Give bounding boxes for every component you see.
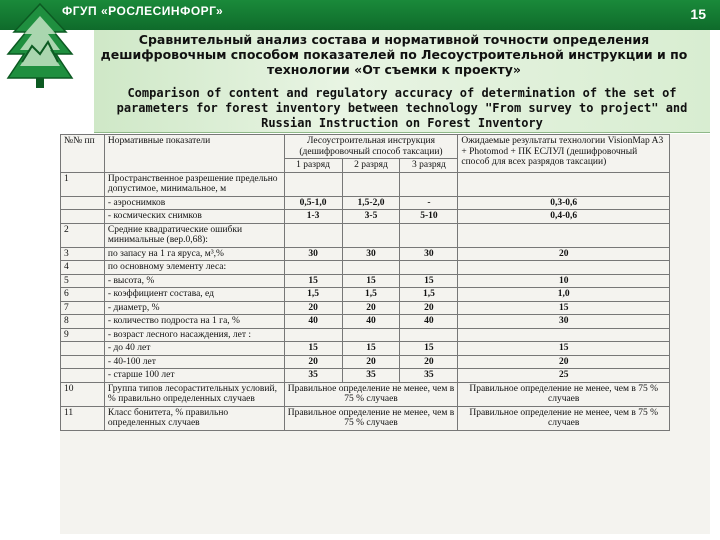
org-name: ФГУП «РОСЛЕСИНФОРГ» xyxy=(62,4,224,18)
row-expected-value: 30 xyxy=(458,315,670,329)
row-rank2-value xyxy=(342,172,400,196)
row-label: по запасу на 1 га яруса, м³,% xyxy=(104,247,284,261)
row-num: 3 xyxy=(61,247,105,261)
row-expected-value xyxy=(458,328,670,342)
row-rank3-value: 5-10 xyxy=(400,210,458,224)
row-num xyxy=(61,355,105,369)
row-label: Класс бонитета, % правильно определенных случаев xyxy=(104,406,284,430)
row-rank3-value: 15 xyxy=(400,342,458,356)
row-rank3-value xyxy=(400,223,458,247)
row-expected-value: 0,3-0,6 xyxy=(458,196,670,210)
row-rank1-value xyxy=(284,261,342,275)
row-num xyxy=(61,210,105,224)
row-expected-value: 0,4-0,6 xyxy=(458,210,670,224)
row-rank2-value: 15 xyxy=(342,342,400,356)
header-num: №№ пп xyxy=(61,135,105,173)
row-label: Пространственное разрешение предельно допустимое, минимальное, м xyxy=(104,172,284,196)
row-rank2-value: 30 xyxy=(342,247,400,261)
row-rank2-value: 20 xyxy=(342,301,400,315)
row-rank1-value: 20 xyxy=(284,301,342,315)
row-label: Группа типов лесорастительных условий, % правильно определенных случаев xyxy=(104,382,284,406)
row-num: 11 xyxy=(61,406,105,430)
row-expected-value xyxy=(458,172,670,196)
row-rank1-value: 15 xyxy=(284,342,342,356)
row-rank2-value: 40 xyxy=(342,315,400,329)
table-row xyxy=(61,210,670,224)
row-num: 9 xyxy=(61,328,105,342)
row-rank1-value: 20 xyxy=(284,355,342,369)
table-row xyxy=(61,342,670,356)
row-rank1-value: 40 xyxy=(284,315,342,329)
row-rank3-value: 20 xyxy=(400,355,458,369)
row-label: - высота, % xyxy=(104,274,284,288)
row-label: - до 40 лет xyxy=(104,342,284,356)
table-row xyxy=(61,315,670,329)
header-expected: Ожидаемые результаты технологии VisionMap A3 + Photomod + ПК ЕСЛУЛ (дешифровочный способ для всех разрядов таксации) xyxy=(458,135,670,173)
row-expected-value: Правильное определение не менее, чем в 75 % случаев xyxy=(458,406,670,430)
row-rank1-value: 1,5 xyxy=(284,288,342,302)
row-expected-value: 10 xyxy=(458,274,670,288)
header-indicators: Нормативные показатели xyxy=(104,135,284,173)
table-row xyxy=(61,288,670,302)
row-num xyxy=(61,342,105,356)
row-expected-value xyxy=(458,223,670,247)
table-row xyxy=(61,406,670,430)
row-rank1-value xyxy=(284,172,342,196)
row-num: 5 xyxy=(61,274,105,288)
header-rank2: 2 разряд xyxy=(342,159,400,173)
row-label: - космических снимков xyxy=(104,210,284,224)
row-rank2-value: 35 xyxy=(342,369,400,383)
row-rank3-value: - xyxy=(400,196,458,210)
table-row xyxy=(61,247,670,261)
row-rank2-value: 1,5 xyxy=(342,288,400,302)
row-rank1-value: 1-3 xyxy=(284,210,342,224)
row-rank1-value xyxy=(284,223,342,247)
row-rank3-value xyxy=(400,328,458,342)
table-row xyxy=(61,301,670,315)
row-rank3-value: 1,5 xyxy=(400,288,458,302)
table-row xyxy=(61,328,670,342)
row-label: - аэроснимков xyxy=(104,196,284,210)
title-en: Comparison of content and regulatory accuracy of determination of the set of parameters for forest inventory between technology "From survey to project" and Russian Instruction on Forest Inventory xyxy=(116,86,688,130)
row-expected-value: 25 xyxy=(458,369,670,383)
row-rank1-value: 0,5-1,0 xyxy=(284,196,342,210)
row-rank2-value: 1,5-2,0 xyxy=(342,196,400,210)
row-rank3-value: 20 xyxy=(400,301,458,315)
row-rank2-value: 3-5 xyxy=(342,210,400,224)
table-row xyxy=(61,355,670,369)
table-row xyxy=(61,261,670,275)
table-header-row xyxy=(61,135,670,159)
row-instruction-value: Правильное определение не менее, чем в 75 % случаев xyxy=(284,382,458,406)
row-label: - коэффициент состава, ед xyxy=(104,288,284,302)
comparison-table-wrap xyxy=(60,134,710,534)
row-rank2-value xyxy=(342,223,400,247)
row-rank2-value xyxy=(342,261,400,275)
row-rank3-value xyxy=(400,261,458,275)
row-rank1-value: 30 xyxy=(284,247,342,261)
table-row xyxy=(61,196,670,210)
row-rank1-value: 15 xyxy=(284,274,342,288)
header-instruction: Лесоустроительная инструкция (дешифровочный способ таксации) xyxy=(284,135,458,159)
row-label: - старше 100 лет xyxy=(104,369,284,383)
row-rank3-value: 30 xyxy=(400,247,458,261)
table-row xyxy=(61,369,670,383)
row-num: 6 xyxy=(61,288,105,302)
row-rank2-value: 15 xyxy=(342,274,400,288)
row-num xyxy=(61,369,105,383)
row-expected-value: 15 xyxy=(458,342,670,356)
header-rank3: 3 разряд xyxy=(400,159,458,173)
title-panel xyxy=(94,30,710,133)
page-number: 15 xyxy=(690,6,706,22)
row-rank3-value xyxy=(400,172,458,196)
row-label: - количество подроста на 1 га, % xyxy=(104,315,284,329)
title-ru: Сравнительный анализ состава и нормативной точности определения дешифровочным способом показателей по Лесоустроительной инструкции и по технологии «От съемки к проекту» xyxy=(100,32,688,77)
table-row xyxy=(61,223,670,247)
row-rank1-value xyxy=(284,328,342,342)
row-label: Средние квадратические ошибки минимальные (вер.0,68): xyxy=(104,223,284,247)
row-expected-value: Правильное определение не менее, чем в 75 % случаев xyxy=(458,382,670,406)
row-expected-value: 15 xyxy=(458,301,670,315)
table-row xyxy=(61,274,670,288)
row-expected-value: 20 xyxy=(458,247,670,261)
row-instruction-value: Правильное определение не менее, чем в 75 % случаев xyxy=(284,406,458,430)
comparison-table xyxy=(60,134,670,431)
row-label: по основному элементу леса: xyxy=(104,261,284,275)
row-rank3-value: 40 xyxy=(400,315,458,329)
row-rank2-value xyxy=(342,328,400,342)
tree-logo-icon xyxy=(6,2,74,90)
row-rank2-value: 20 xyxy=(342,355,400,369)
row-rank3-value: 15 xyxy=(400,274,458,288)
row-num: 10 xyxy=(61,382,105,406)
row-label: - 40-100 лет xyxy=(104,355,284,369)
header-bar xyxy=(0,0,720,30)
row-num: 7 xyxy=(61,301,105,315)
row-expected-value: 1,0 xyxy=(458,288,670,302)
row-expected-value: 20 xyxy=(458,355,670,369)
row-num: 1 xyxy=(61,172,105,196)
row-label: - возраст лесного насаждения, лет : xyxy=(104,328,284,342)
row-num: 4 xyxy=(61,261,105,275)
row-rank1-value: 35 xyxy=(284,369,342,383)
row-expected-value xyxy=(458,261,670,275)
row-rank3-value: 35 xyxy=(400,369,458,383)
header-rank1: 1 разряд xyxy=(284,159,342,173)
table-row xyxy=(61,382,670,406)
row-label: - диаметр, % xyxy=(104,301,284,315)
row-num: 2 xyxy=(61,223,105,247)
row-num: 8 xyxy=(61,315,105,329)
row-num xyxy=(61,196,105,210)
table-row xyxy=(61,172,670,196)
